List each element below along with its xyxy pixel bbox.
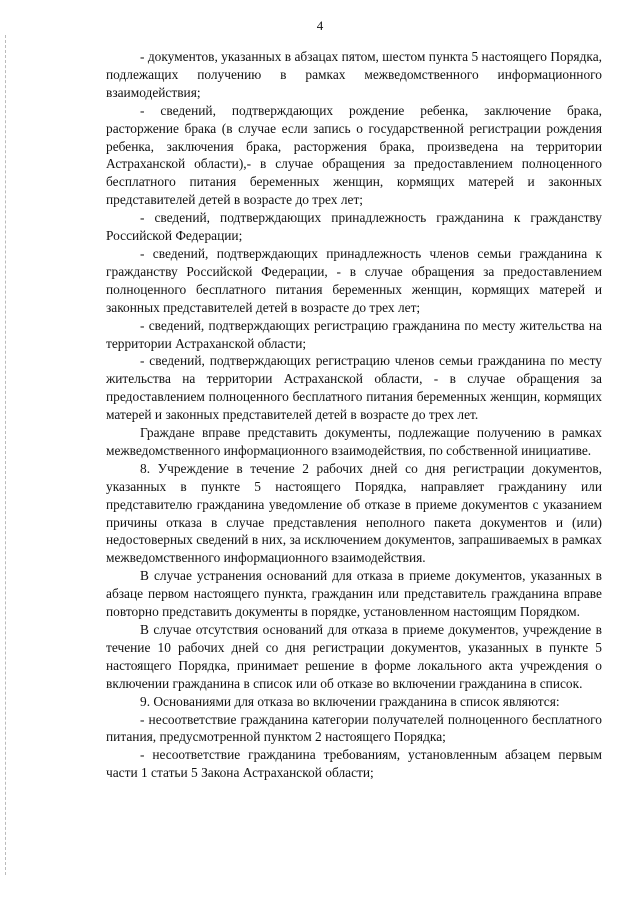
paragraph: - документов, указанных в абзацах пятом, шестом пункта 5 настоящего Порядка, подлежащих получению в рамках межведомственного информационного взаимодействия; [106, 49, 602, 100]
paragraph: - несоответствие гражданина категории получателей полноценного бесплатного питания, предусмотренной пунктом 2 настоящего Порядка; [106, 711, 602, 745]
paragraph: - несоответствие гражданина требованиям, установленным абзацем первым части 1 статьи 5 Закона Астраханской области; [106, 747, 602, 781]
paragraph: 9. Основаниями для отказа во включении гражданина в список являются: [140, 693, 560, 709]
paragraph: - сведений, подтверждающих принадлежность гражданина к гражданству Российской Федерации; [106, 210, 602, 244]
paragraph: 8. Учреждение в течение 2 рабочих дней со дня регистрации документов, указанных в пункте 5 настоящего Порядка, направляет гражданину или представителю гражданина уведомление об отказе в приеме документов с указанием причины отказа в случае представления неполного пакета документов и (или) недостоверных сведений в них, за исключением документов, запрашиваемых в рамках межведомственного информационного взаимодействия. [106, 460, 602, 566]
paragraph: - сведений, подтверждающих регистрацию членов семьи гражданина по месту жительства на территории Астраханской области, - в случае обращения за предоставлением полноценного бесплатного питания беременных женщин, кормящих матерей и законных представителей детей в возрасте до трех лет. [106, 353, 602, 423]
scan-edge-marks [5, 35, 8, 875]
paragraph: В случае устранения оснований для отказа в приеме документов, указанных в абзаце первом настоящего пункта, гражданин или представитель гражданина вправе повторно представить документы в порядке, установленном настоящим Порядком. [106, 568, 602, 620]
paragraph: - сведений, подтверждающих принадлежность членов семьи гражданина к гражданству Российской Федерации, - в случае обращения за предоставлением полноценного бесплатного питания беременных женщин, кормящих матерей и законных представителей детей в возрасте до трех лет; [106, 245, 602, 315]
paragraph: - сведений, подтверждающих регистрацию гражданина по месту жительства на территории Астраханской области; [106, 317, 602, 351]
paragraph: Граждане вправе представить документы, подлежащие получению в рамках межведомственного информационного взаимодействия, по собственной инициативе. [106, 425, 602, 458]
document-body [106, 48, 602, 782]
paragraph: - сведений, подтверждающих рождение ребенка, заключение брака, расторжение брака (в случае если запись о государственной регистрации рождения ребенка, заключения брака, расторжения брака, произведена на территории Астраханской области),- в случае обращения за предоставлением полноценного бесплатного питания беременных женщин, кормящих матерей и законных представителей детей в возрасте до трех лет; [106, 102, 602, 208]
page-number: 4 [316, 18, 324, 33]
paragraph: В случае отсутствия оснований для отказа в приеме документов, учреждение в течение 10 рабочих дней со дня регистрации документов, указанных в пункте 5 настоящего Порядка, принимает решение в форме локального акта учреждения о включении гражданина в список или об отказе во включении гражданина в список. [106, 622, 602, 691]
